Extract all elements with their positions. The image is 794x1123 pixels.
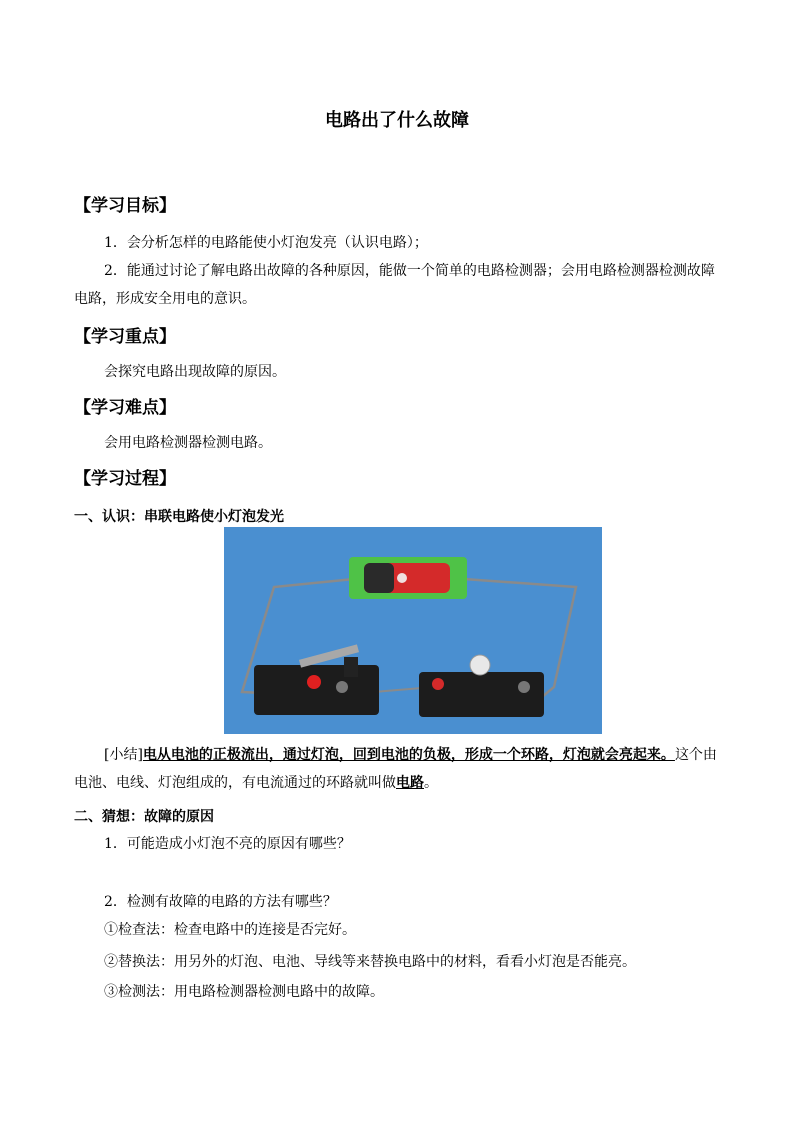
bulb-terminal-red <box>432 678 444 690</box>
battery-label <box>397 573 407 583</box>
method-2: ②替换法：用另外的灯泡、电池、导线等来替换电路中的材料，看看小灯泡是否能亮。 <box>104 954 636 970</box>
summary-paragraph <box>74 741 724 797</box>
switch-base <box>254 665 379 715</box>
goals-heading: 【学习目标】 <box>74 196 176 216</box>
summary-prefix: [小结] <box>104 747 143 763</box>
focus-text: 会探究电路出现故障的原因。 <box>104 364 286 380</box>
summary-end: 。 <box>424 775 438 791</box>
bulb-terminal <box>518 681 530 693</box>
question-2: 2．检测有故障的电路的方法有哪些？ <box>104 894 337 910</box>
bulb <box>470 655 490 675</box>
process-heading: 【学习过程】 <box>74 469 176 489</box>
part2-title: 二、猜想：故障的原因 <box>74 809 214 825</box>
goal-item-2: 2．能通过讨论了解电路出故障的各种原因，能做一个简单的电路检测器；会用电路检测器检测故障电路，形成安全用电的意识。 <box>74 263 715 307</box>
focus-heading: 【学习重点】 <box>74 327 176 347</box>
circuit-photo-icon <box>224 527 602 734</box>
method-1: ①检查法：检查电路中的连接是否完好。 <box>104 922 356 938</box>
difficulty-text: 会用电路检测器检测电路。 <box>104 435 272 451</box>
switch-knob <box>344 657 358 677</box>
summary-term: 电路 <box>396 775 424 791</box>
page-title: 电路出了什么故障 <box>325 110 469 131</box>
switch-terminal <box>336 681 348 693</box>
switch-terminal-red <box>307 675 321 689</box>
method-3: ③检测法：用电路检测器检测电路中的故障。 <box>104 984 384 1000</box>
difficulty-heading: 【学习难点】 <box>74 398 176 418</box>
goal-item-1: 1．会分析怎样的电路能使小灯泡发亮（认识电路）； <box>104 235 428 251</box>
part1-title: 一、认识：串联电路使小灯泡发光 <box>74 509 284 525</box>
battery-cap <box>364 563 394 593</box>
summary-bold: 电从电池的正极流出，通过灯泡，回到电池的负极，形成一个环路，灯泡就会亮起来。 <box>142 747 675 763</box>
question-1: 1．可能造成小灯泡不亮的原因有哪些？ <box>104 836 351 852</box>
summary-rest: 这个由电池、电线、灯泡组成的，有电流通过的环路就叫做 <box>74 747 717 791</box>
